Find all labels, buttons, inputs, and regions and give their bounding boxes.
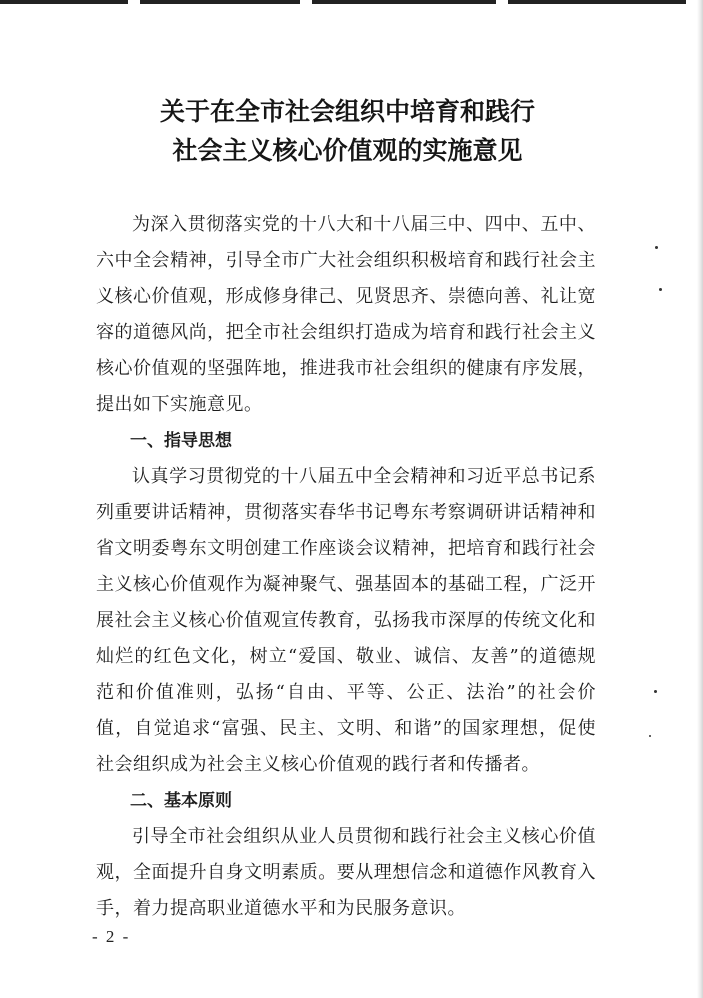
document-title-line-1: 关于在全市社会组织中培育和践行 <box>159 97 535 126</box>
scan-artifact-bar <box>0 0 128 4</box>
scan-speck <box>649 735 651 737</box>
document-title-line-2: 社会主义核心价值观的实施意见 <box>172 136 523 165</box>
scan-speck <box>655 246 658 249</box>
scan-artifact-bar <box>508 0 686 4</box>
section-1-heading: 一、指导思想 <box>130 431 232 451</box>
scan-speck <box>659 288 662 291</box>
scan-artifact-bar <box>312 0 496 4</box>
section-2-heading: 二、基本原则 <box>130 791 232 811</box>
section-2-paragraph: 引导全市社会组织从业人员贯彻和践行社会主义核心价值观，全面提升自身文明素质。要从理想信念和道德作风教育入手，着力提高职业道德水平和为民服务意识。 <box>96 826 596 919</box>
page-number: - 2 - <box>92 927 131 946</box>
scan-speck <box>654 690 657 693</box>
scan-artifact-bar <box>140 0 300 4</box>
section-1-paragraph: 认真学习贯彻党的十八届五中全会精神和习近平总书记系列重要讲话精神，贯彻落实春华书记粤东考察调研讲话精神和省文明委粤东文明创建工作座谈会议精神，把培育和践行社会主义核心价值观作为凝神聚气、强基固本的基础工程，广泛开展社会主义核心价值观宣传教育，弘扬我市深厚的传统文化和灿烂的红色文化，树立“爱国、敬业、诚信、友善”的道德规范和价值准则，弘扬“自由、平等、公正、法治”的社会价值，自觉追求“富强、民主、文明、和谐”的国家理想，促使社会组织成为社会主义核心价值观的践行者和传播者。 <box>96 466 596 775</box>
intro-paragraph: 为深入贯彻落实党的十八大和十八届三中、四中、五中、六中全会精神，引导全市广大社会组织积极培育和践行社会主义核心价值观，形成修身律己、见贤思齐、崇德向善、礼让宽容的道德风尚，把全市社会组织打造成为培育和践行社会主义核心价值观的坚强阵地，推进我市社会组织的健康有序发展，提出如下实施意见。 <box>96 214 596 415</box>
document-body <box>96 207 596 927</box>
